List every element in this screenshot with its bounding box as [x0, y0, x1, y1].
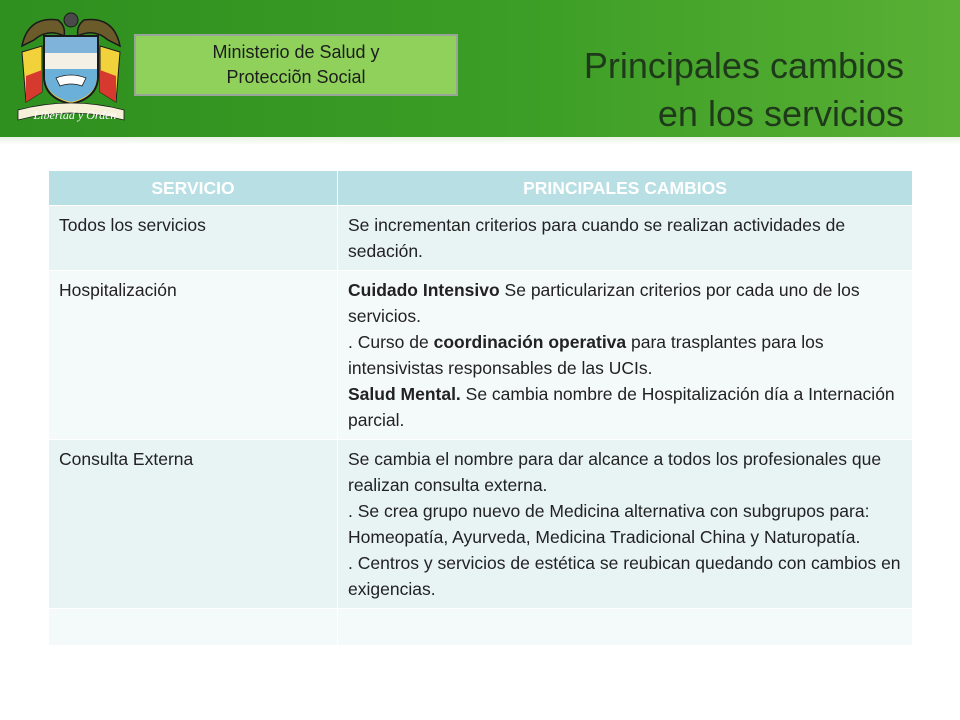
column-header-changes: PRINCIPALES CAMBIOS: [338, 171, 913, 206]
page-title-line-2: en los servicios: [657, 93, 904, 134]
seal-motto: Libertad y Orden: [33, 108, 117, 122]
table-row: [49, 206, 913, 271]
change-item: Se cambia el nombre para dar alcance a todos los profesionales que realizan consulta externa.: [348, 449, 882, 495]
ministry-label-box: [134, 34, 458, 96]
service-cell-empty: [49, 609, 338, 646]
ministry-line-2: Protecciõn Social: [226, 67, 366, 87]
change-item: [348, 277, 902, 329]
table-row: [49, 440, 913, 609]
service-cell: Todos los servicios: [49, 206, 338, 271]
change-item: [348, 381, 902, 433]
changes-cell: [338, 206, 913, 271]
changes-cell: [338, 271, 913, 440]
change-item-bold: Salud Mental.: [348, 384, 461, 404]
service-cell: Consulta Externa: [49, 440, 338, 609]
service-cell: Hospitalización: [49, 271, 338, 440]
table-row-empty: [49, 609, 913, 646]
changes-cell-empty: [338, 609, 913, 646]
changes-cell: [338, 440, 913, 609]
table-row: [49, 271, 913, 440]
change-item: [348, 329, 902, 381]
table-header-row: [49, 171, 913, 206]
change-item: . Se crea grupo nuevo de Medicina alternativa con subgrupos para: Homeopatía, Ayurveda, Medicina Tradicional China y Naturopatía.: [348, 501, 870, 547]
changes-table: [48, 170, 912, 645]
change-item-prefix: . Curso de: [348, 332, 434, 352]
ministry-line-1: Ministerio de Salud y: [212, 42, 380, 62]
change-item-bold: Cuidado Intensivo: [348, 280, 500, 300]
change-item-bold: coordinación operativa: [433, 332, 627, 352]
column-header-service: SERVICIO: [49, 171, 338, 206]
header-shadow: [0, 137, 960, 145]
change-item: . Centros y servicios de estética se reubican quedando con cambios en exigencias.: [348, 553, 901, 599]
change-item-text: Se particularizan criterios por cada uno de los servicios.: [348, 280, 860, 326]
header-bar: [0, 0, 960, 137]
page-title-line-1: Principales cambios: [583, 45, 904, 86]
change-item-text: Se cambia nombre de Hospitalización día a Internación parcial.: [348, 384, 895, 430]
change-item: Se incrementan criterios para cuando se realizan actividades de sedación.: [348, 215, 846, 261]
change-item-text: para trasplantes para los intensivistas responsables de las UCIs.: [348, 332, 824, 378]
page-title: [584, 42, 904, 138]
